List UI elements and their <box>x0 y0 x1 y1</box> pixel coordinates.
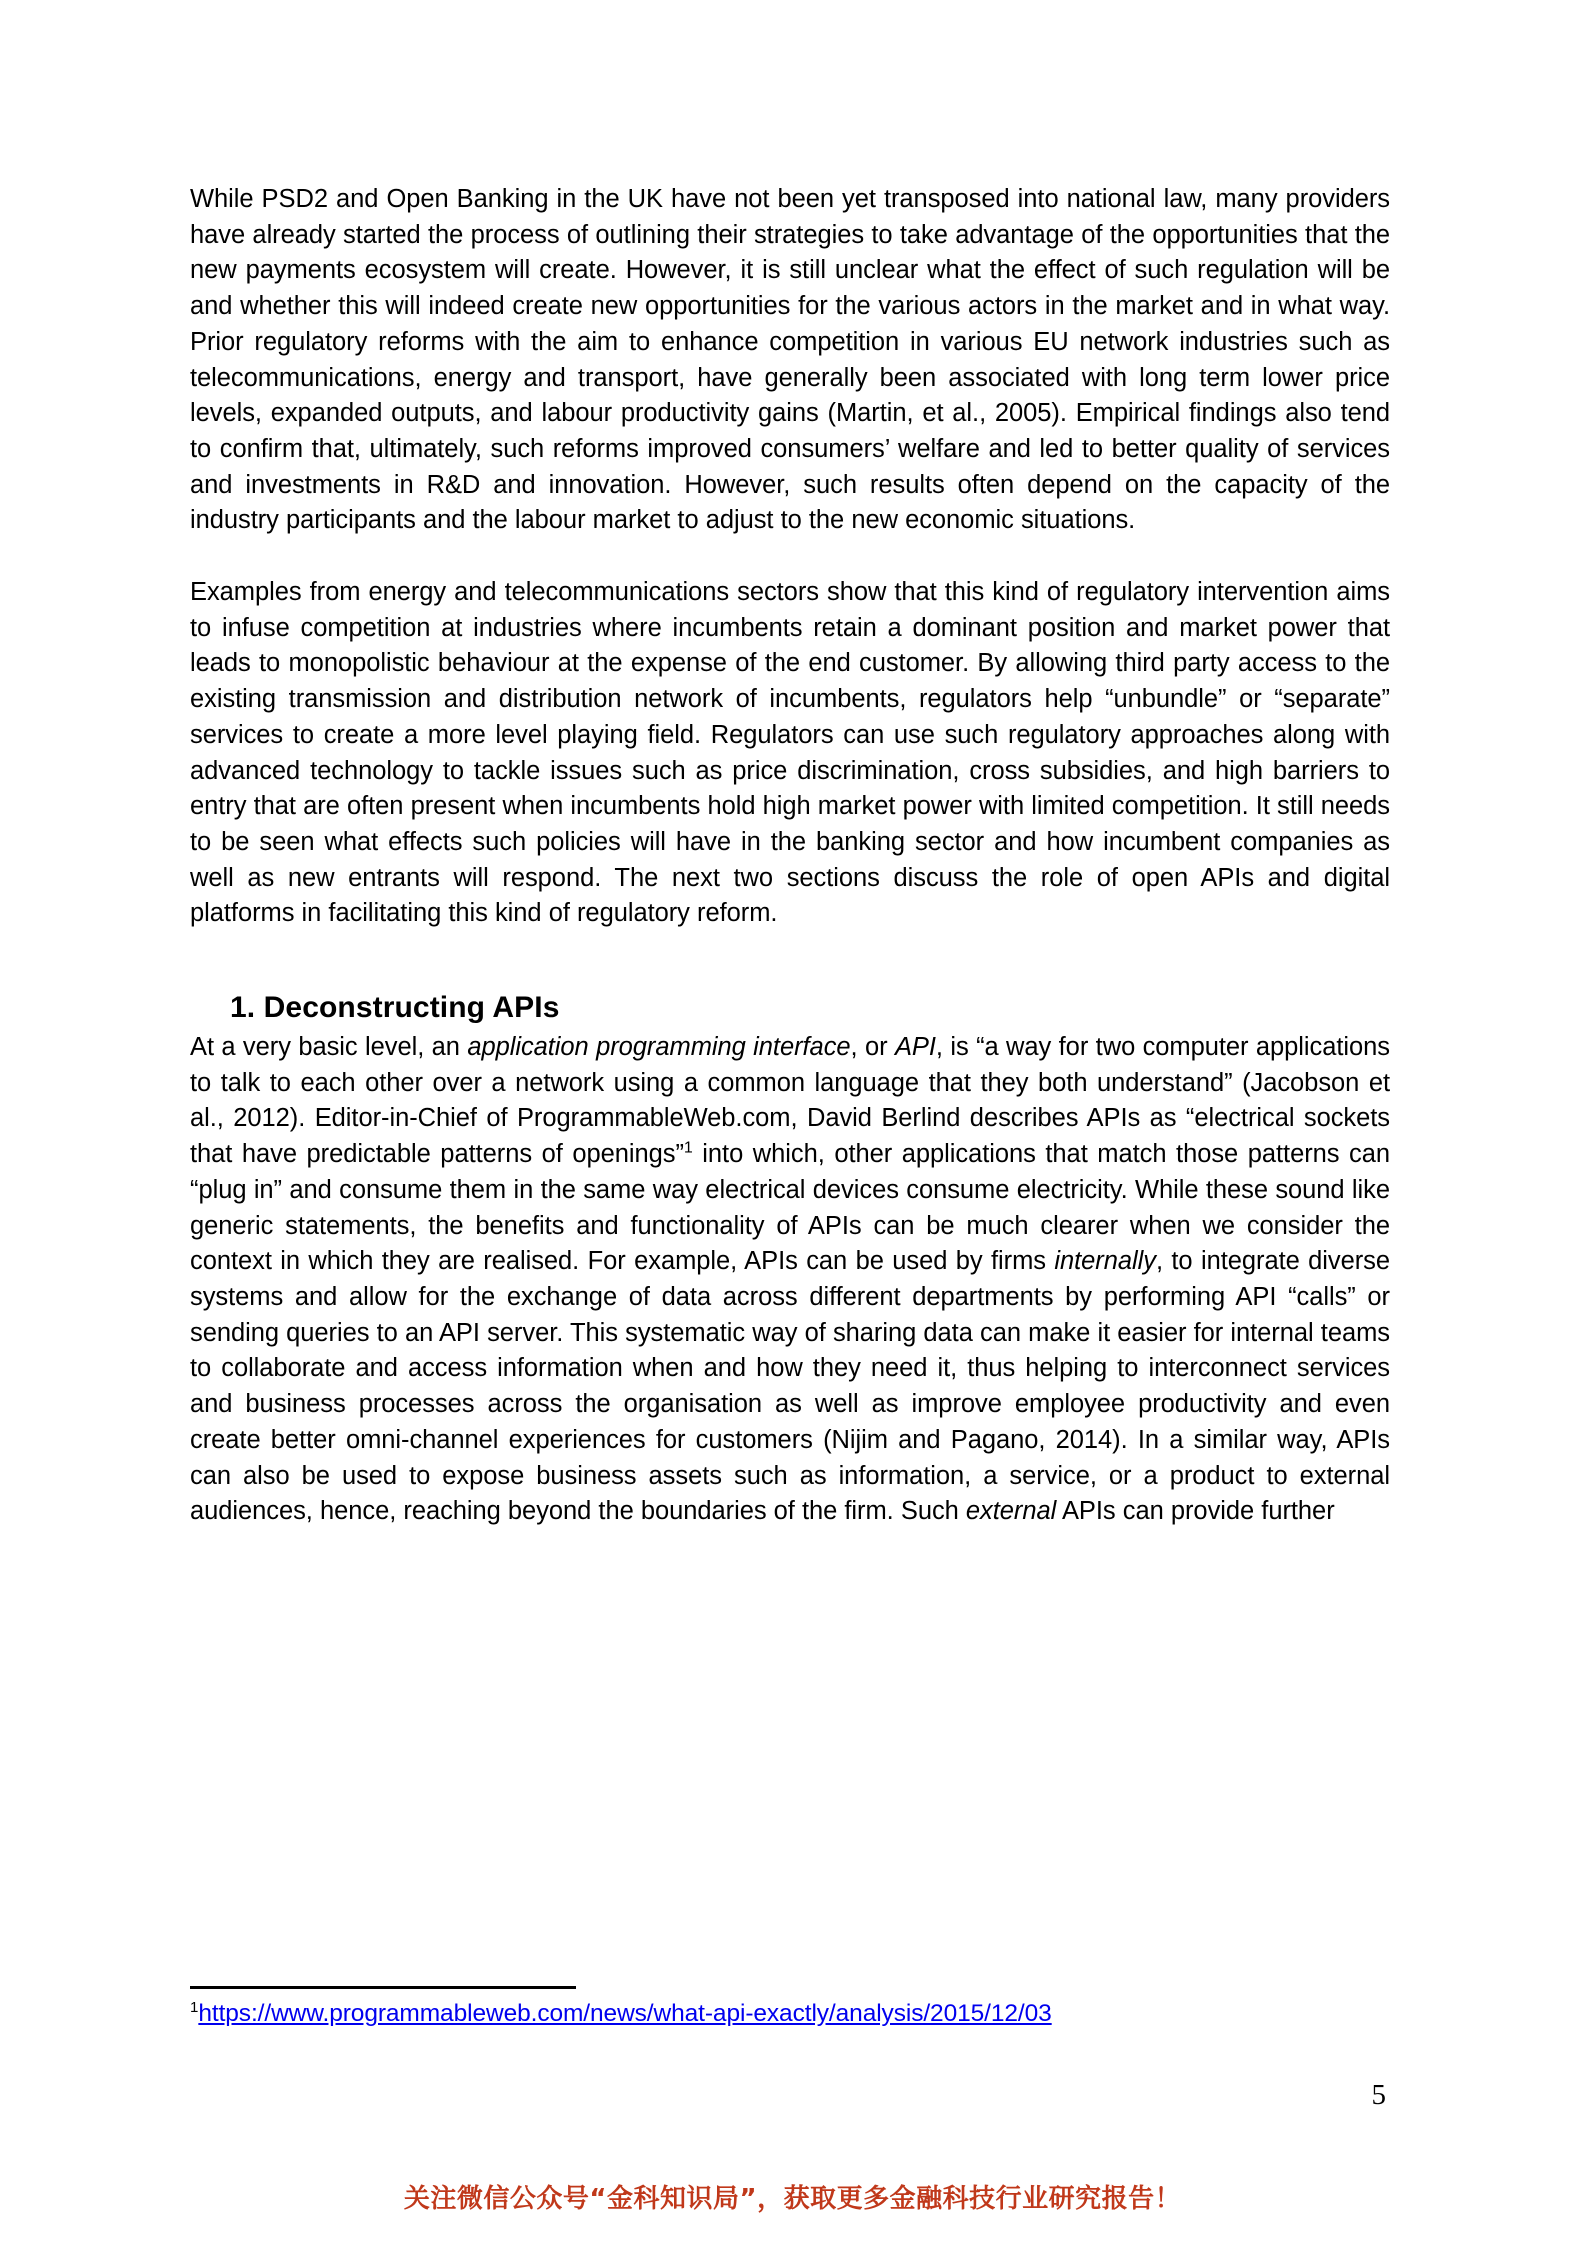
page-title: 1. Deconstructing APIs <box>230 991 560 1025</box>
footnote-reference-marker[interactable]: 1 <box>683 1139 693 1157</box>
page-number: 5 <box>1371 2079 1386 2111</box>
api-term-api: API <box>894 1033 936 1062</box>
paragraph-energy-telecom-examples: Examples from energy and telecommunications sectors show that this kind of regulatory intervention aims to infuse competition at industries where incumbents retain a dominant position and market power that leads to monopolistic behaviour at the expense of the end customer. By allowing third party access to the existing transmission and distribution network of incumbents, regulators help “unbundle” or “separate” services to create a more level playing field. Regulators can use such regulatory approaches along with advanced technology to tackle issues such as price discrimination, cross subsidies, and high barriers to entry that are often present when incumbents hold high market power with limited competition. It still needs to be seen what effects such policies will have in the banking sector and how incumbent companies as well as new entrants will respond. The next two sections discuss the role of open APIs and digital platforms in facilitating this kind of regulatory reform. <box>190 578 1390 928</box>
api-text-seg4: into which, other applications that match those patterns can “plug in” and consume them in the same way electrical devices consume electricity. While these sound like generic statements, the benefits and functionality of APIs can be much clearer when we consider the context in which they are realised. For example, APIs can be used by firms <box>190 1140 1390 1276</box>
watermark-promotional-text: 关注微信公众号“金科知识局”，获取更多金融科技行业研究报告！ <box>403 2184 1182 2214</box>
api-term-internally: internally <box>1054 1247 1156 1276</box>
paragraph-deconstructing-apis <box>190 1030 1390 1530</box>
footnote-entry <box>190 1999 1390 2029</box>
footnote-separator-rule <box>190 1986 576 1989</box>
api-term-external: external <box>965 1497 1057 1526</box>
footnote-number: 1 <box>190 1999 199 2016</box>
api-term-application-programming-interface: application programming interface <box>467 1033 851 1062</box>
footnote-url-link[interactable]: https://www.programmableweb.com/news/what-api-exactly/analysis/2015/12/03 <box>198 2000 1052 2027</box>
api-text-seg5: , to integrate diverse systems and allow for the exchange of data across different departments by performing API “calls” or sending queries to an API server. This systematic way of sharing data can make it easier for internal teams to collaborate and access information when and how they need it, thus helping to interconnect services and business processes across the organisation as well as improve employee productivity and even create better omni-channel experiences for customers (Nijim and Pagano, 2014). In a similar way, APIs can also be used to expose business assets such as information, a service, or a product to external audiences, hence, reaching beyond the boundaries of the firm. Such <box>190 1247 1390 1526</box>
section-spacer <box>190 932 1390 988</box>
api-text-seg2: , or <box>850 1033 895 1062</box>
api-text-seg1: At a very basic level, an <box>190 1033 468 1062</box>
footnote-area <box>190 1986 1390 2029</box>
api-text-seg6: APIs can provide further <box>1056 1497 1335 1526</box>
page-content <box>190 182 1390 1530</box>
paragraph-psd2-regulation: While PSD2 and Open Banking in the UK have not been yet transposed into national law, many providers have already started the process of outlining their strategies to take advantage of the opportunities that the new payments ecosystem will create. However, it is still unclear what the effect of such regulation will be and whether this will indeed create new opportunities for the various actors in the market and in what way. Prior regulatory reforms with the aim to enhance competition in various EU network industries such as telecommunications, energy and transport, have generally been associated with long term lower price levels, expanded outputs, and labour productivity gains (Martin, et al., 2005). Empirical findings also tend to confirm that, ultimately, such reforms improved consumers’ welfare and led to better quality of services and investments in R&D and innovation. However, such results often depend on the capacity of the industry participants and the labour market to adjust to the new economic situations. <box>190 185 1390 535</box>
api-text-seg3: , is “a way for two computer applications to talk to each other over a network using a common language that they both understand” (Jacobson et al., 2012). Editor-in-Chief of ProgrammableWeb.com, David Berlind describes APIs as “electrical sockets that have predictable patterns of openings” <box>190 1033 1390 1169</box>
paragraph-spacer <box>190 539 1390 575</box>
